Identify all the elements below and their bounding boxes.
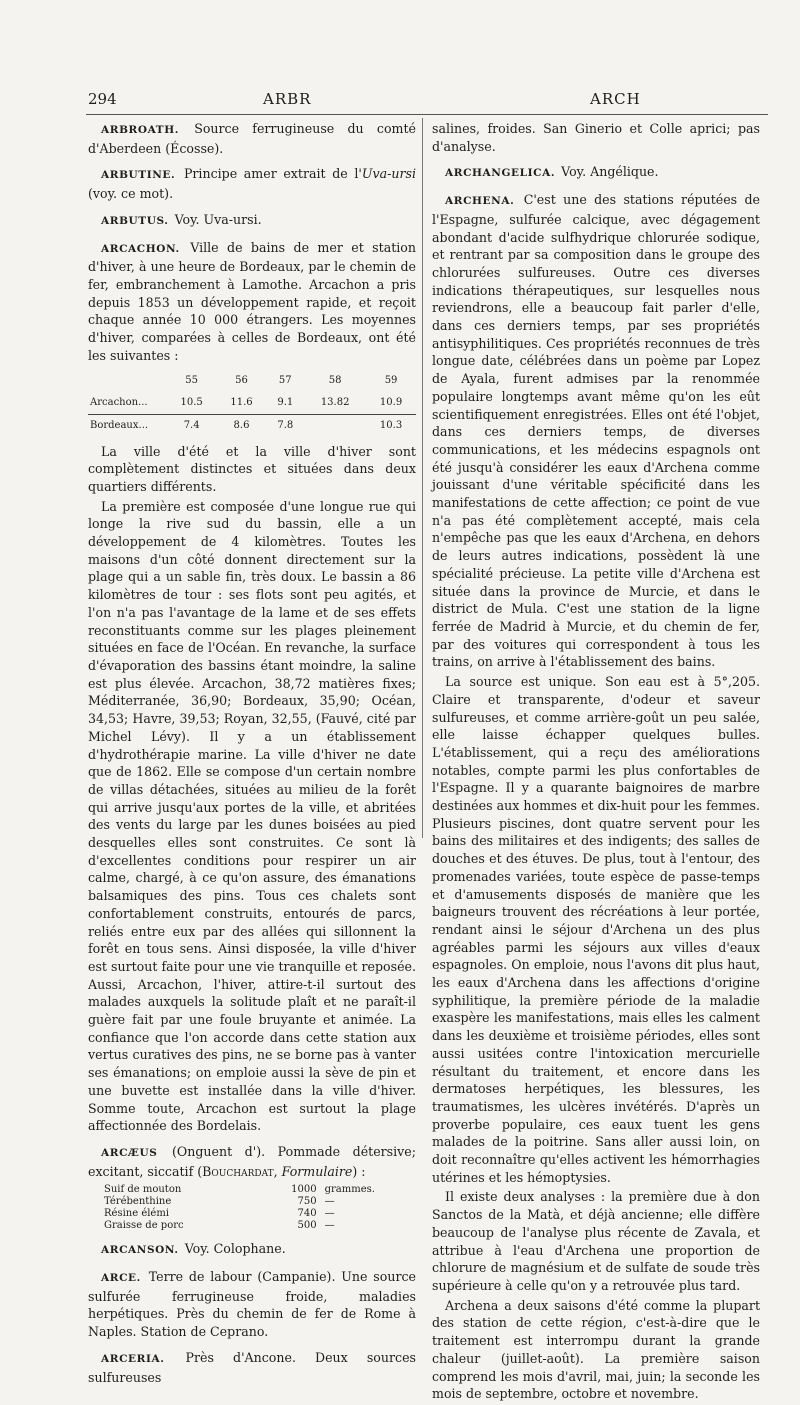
- entry-text: Voy. Colophane.: [184, 1241, 286, 1257]
- entry-text: Près d'Ancone. Deux sources sulfureuses: [88, 1349, 416, 1385]
- unit: —: [324, 1196, 335, 1208]
- entry-text-italic: Formulaire: [281, 1163, 353, 1179]
- headword: ARCACHON.: [101, 242, 180, 255]
- row-label: Bordeaux...: [90, 419, 149, 431]
- ingredient: Graisse de porc: [104, 1220, 184, 1232]
- right-running-head: ARCH: [590, 90, 641, 108]
- entry-text: Ville de bains de mer et station d'hiver, à une heure de Bordeaux, par le chemin de fer, embranchement à Lamothe. Arcachon a pris depuis 1853 un développement rapide, et reçoit chaque année 10 000 étrangers. Les moyennes d'hiver, comparées à celles de Bordeaux, ont été les suivantes :: [88, 239, 416, 363]
- paragraph: Archena a deux saisons d'été comme la plupart des station de cette région, c'est-à-dire que le traitement est interrompu durant la grande chaleur (juillet-août). La première saison comprend les mois d'avril, mai, juin; la seconde les mois de septembre, octobre et novembre.: [432, 1297, 760, 1402]
- year-cell: 56: [235, 375, 248, 387]
- recipe-row: [102, 1208, 391, 1220]
- entry-arceria: [88, 1349, 416, 1386]
- row-label: Arcachon...: [88, 392, 167, 414]
- ingredient: Térébenthine: [104, 1196, 172, 1208]
- entry-text: Source ferrugineuse du comté d'Aberdeen (Écosse).: [88, 121, 416, 156]
- entry-arcaeus: [88, 1143, 416, 1180]
- left-running-head: ARBR: [263, 90, 312, 108]
- headword: ARCERIA.: [101, 1352, 165, 1365]
- entry-arbroath: [88, 120, 416, 157]
- headword: ARCANSON.: [101, 1244, 179, 1257]
- entry-text: C'est une des stations réputées de l'Espagne, sulfurée calcique, avec dégagement abondant d'acide sulfhydrique chlorurée sodique, et rentrant par sa composition dans le groupe des chlorurées sulfureuses. Outre ces diverses indications thérapeutiques, sur lesquelles nous reviendrons, elle a beaucoup fait parler d'elle, dans ces derniers temps, par ses propriétés antisyphilitiques. Ces propriétés reconnues de très longue date, célébrées dans un poème par Lopez de Ayala, furent admises par la renommée populaire longtemps avant même qu'on les eût scientifiquement enregistrées. Elles ont été l'objet, dans ces derniers temps, de diverses communications, et les médecins espagnols ont été jusqu'à considérer les eaux d'Archena comme jouissant d'une véritable spécificité dans les manifestations de cette affection; ce point de vue n'a pas été complètement accepté, mais cela n'empêche pas que les eaux d'Archena, en dehors de leurs autres indications, possèdent là une spécialité précieuse. La petite ville d'Archena est située dans la province de Murcie, et dans le district de Mula. C'est une station de la ligne ferrée de Madrid à Murcie, et du chemin de fer, par des voitures qui correspondent à tous les trains, on arrive à l'établissement des bains.: [432, 192, 760, 670]
- unit: grammes.: [324, 1184, 375, 1196]
- paragraph: Il existe deux analyses : la première due à don Sanctos de la Matà, et déjà ancienne; elle diffère beaucoup de l'analyse plus récente de Zavala, et attribue à l'eau d'Archena une proportion de chlorure de magnésium et de sulfate de soude très supérieure à celle qu'on y a retrouvée plus tard.: [432, 1189, 760, 1293]
- temperature-table: [88, 370, 416, 436]
- paragraph: La ville d'été et la ville d'hiver sont complètement distinctes et situées dans deux quartiers différents.: [88, 443, 416, 494]
- value-cell: [304, 414, 366, 436]
- entry-text: Terre de labour (Campanie). Une source sulfurée ferrugineuse froide, maladies herpétiques. Près du chemin de fer de Rome à Naples. Station de Ceprano.: [88, 1269, 416, 1340]
- ingredient: Suif de mouton: [104, 1184, 182, 1196]
- paragraph: La source est unique. Son eau est à 5°,205. Claire et transparente, d'odeur et saveur sulfureuses, et comme arrière-goût un peu salée, elle laisse échapper quelques bulles. L'établissement, qui a reçu des améliorations notables, compte parmi les plus confortables de l'Espagne. Il y a quarante baignoires de marbre destinées aux hommes et dix-huit pour les femmes. Plusieurs piscines, dont quatre servent pour les bains des militaires et des indigents; des salles de douches et des étuves. De plus, tout à l'entour, des promenades variées, toute espèce de passe-temps et d'amusements disposés de manière que les baigneurs trouvent des récréations à leur portée, rendant ainsi le séjour d'Archena un des plus agréables parmi les séjours aux villes d'eaux espagnoles. On emploie, nous l'avons dit plus haut, les eaux d'Archena dans les affections d'origine syphilitique, la première période de la maladie exaspère les manifestations, mais elles les calment dans les deuxième et troisième périodes, elles sont aussi usitées contre l'intoxication mercurielle résultant du traitement, et encore dans les dermatoses herpétiques, les blessures, les traumatismes, les ulcères invétérés. D'après un proverbe populaire, ces eaux tuent les gens malades de la poitrine. Sans aller aussi loin, on doit reconnaître qu'elles activent les hémorrhagies utérines et les hémoptysies.: [432, 674, 760, 1185]
- recipe-table: [102, 1184, 391, 1232]
- value-cell: 10.5: [167, 392, 217, 414]
- value-cell: 7.4: [183, 419, 200, 431]
- page-number: 294: [88, 90, 117, 108]
- headword: ARCE.: [101, 1272, 141, 1285]
- year-cell: 55: [185, 375, 198, 387]
- continuation-text: salines, froides. San Ginerio et Colle aprici; pas d'analyse.: [432, 121, 760, 154]
- value-cell: 10.9: [366, 392, 416, 414]
- header-rule: [86, 114, 768, 115]
- table-header-row: [88, 370, 416, 392]
- entry-text-italic: Uva-ursi: [361, 166, 416, 182]
- headword: ARCHANGELICA.: [445, 167, 556, 180]
- headword: ARCHENA.: [445, 195, 515, 208]
- year-cell: 59: [384, 375, 398, 387]
- entry-text: (voy. ce mot).: [88, 186, 174, 202]
- value-cell: 7.8: [277, 419, 294, 431]
- entry-arcachon: [88, 239, 416, 365]
- value-cell: 10.3: [379, 419, 403, 431]
- entry-text: ,: [273, 1163, 282, 1179]
- table-row: [88, 392, 416, 414]
- unit: —: [324, 1208, 335, 1220]
- entry-text: Voy. Angélique.: [561, 164, 659, 180]
- right-column: [432, 120, 760, 1405]
- entry-arbutus: [88, 211, 416, 231]
- left-column: [88, 120, 416, 1388]
- headword: ARBROATH.: [101, 124, 179, 136]
- entry-text: ) :: [352, 1163, 366, 1179]
- recipe-row: [102, 1196, 391, 1208]
- entry-arbutine: [88, 165, 416, 202]
- ingredient: Résine élémi: [104, 1208, 170, 1220]
- entry-text: (Onguent d'). Pommade détersive; excitant, siccatif (: [88, 1143, 416, 1179]
- entry-archangelica: [432, 163, 760, 183]
- headword: ARCÆUS: [101, 1146, 158, 1159]
- paragraph: La première est composée d'une longue rue qui longe la rive sud du bassin, elle a un développement de 4 kilomètres. Toutes les maisons d'un côté donnent directement sur la plage qui a un sable fin, très doux. Le bassin a 86 kilomètres de tour : ses flots sont peu agités, et l'on n'a pas l'avantage de la lame et de ses effets reconstituants comme sur les plages pleinement situées en face de l'Océan. En revanche, la surface d'évaporation des bassins étant moindre, la saline est plus élevée. Arcachon, 38,72 matières fixes; Méditerranée, 36,90; Bordeaux, 35,90; Océan, 34,53; Havre, 39,53; Royan, 32,55, (Fauvé, cité par Michel Lévy). Il y a un établissement d'hydrothérapie marine. La ville d'hiver ne date que de 1862. Elle se compose d'un certain nombre de villas détachées, situées au milieu de la forêt qui arrive jusqu'aux portes de la ville, et abritées des vents du large par les dunes boisées au pied desquelles elles sont construites. Ce sont là d'excellentes conditions pour respirer un air calme, chargé, à ce qu'on assure, des émanations balsamiques des pins. Tous ces chalets sont confortablement construits, entourés de parcs, reliés entre eux par des allées qui sillonnent la forêt en tous sens. Ainsi disposée, la ville d'hiver est surtout faite pour une vie tranquille et reposée. Aussi, Arcachon, l'hiver, attire-t-il surtout des malades auxquels la solitude plaît et ne paraît-il guère fait par une foule bruyante et animée. La confiance que l'on accorde dans cette station aux vertus curatives des pins, ne se borne pas à vanter ses émanations; on emploie aussi la sève de pin et une buvette est installée dans la ville d'hiver. Somme toute, Arcachon est surtout la plage affectionnée des Bordelais.: [88, 498, 416, 1134]
- entry-arce: [88, 1268, 416, 1341]
- quantity: 500: [297, 1220, 317, 1232]
- value-cell: 8.6: [233, 419, 250, 431]
- recipe-row: [102, 1220, 391, 1232]
- entry-arcanson: [88, 1240, 416, 1260]
- column-divider: [422, 118, 423, 838]
- value-cell: 9.1: [266, 392, 304, 414]
- entry-archena: [432, 191, 760, 671]
- entry-text: Voy. Uva-ursi.: [174, 211, 262, 227]
- entry-text: Principe amer extrait de l': [183, 166, 362, 182]
- unit: —: [324, 1220, 335, 1232]
- author-name: Bouchardat: [202, 1163, 274, 1179]
- headword: ARBUTINE.: [101, 169, 176, 182]
- running-header: [88, 90, 768, 114]
- value-cell: 13.82: [304, 392, 366, 414]
- value-cell: 11.6: [217, 392, 267, 414]
- year-cell: 57: [278, 375, 292, 387]
- table-row: [88, 414, 416, 436]
- headword: ARBUTUS.: [101, 214, 169, 227]
- quantity: 740: [297, 1208, 317, 1220]
- quantity: 1000: [291, 1184, 317, 1196]
- year-cell: 58: [328, 375, 342, 387]
- quantity: 750: [297, 1196, 317, 1208]
- recipe-row: [102, 1184, 391, 1196]
